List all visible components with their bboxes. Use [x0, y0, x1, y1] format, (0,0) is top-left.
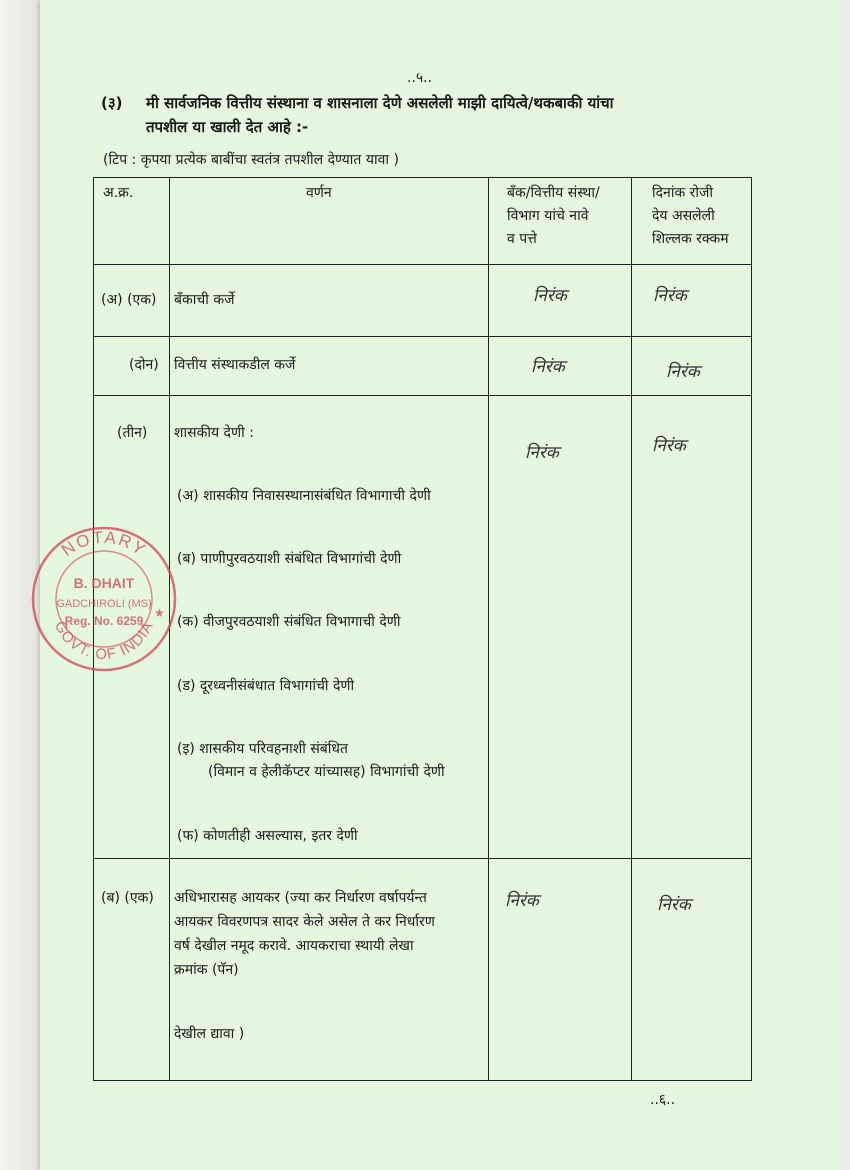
header-serial-label: अ.क्र. — [103, 185, 134, 201]
row1-serial: (अ) (एक) — [101, 292, 157, 308]
row3-subitem-f: (फ) कोणतीही असल्यास, इतर देणी — [177, 828, 358, 844]
row3-subitem-b: (ब) पाणीपुरवठयाशी संबंधित विभागांची देणी — [177, 551, 402, 567]
row2-amount-handwritten: निरंक — [666, 362, 700, 382]
header-bank-line1: बँक/वित्तीय संस्था/ — [507, 185, 600, 201]
row2-description: वित्तीय संस्थाकडील कर्जे — [174, 357, 296, 373]
row4-desc-line5: देखील द्यावा ) — [174, 1026, 245, 1042]
stamp-place: GADCHIROLI (MS) — [56, 598, 152, 610]
section-heading-line1: मी सार्वजनिक वित्तीय संस्थाना व शासनाला देणे असलेली माझी दायित्वे/थकबाकी यांचा — [146, 94, 614, 112]
section-number: (३) — [101, 94, 123, 112]
row1-description: बँकाची कर्जे — [174, 292, 235, 308]
page-number: ..५.. — [407, 70, 433, 86]
row4-bank-handwritten: निरंक — [505, 891, 539, 911]
row4-desc-line2: आयकर विवरणपत्र सादर केले असेल ते कर निर्धारण — [174, 914, 435, 930]
row1-amount-handwritten: निरंक — [653, 286, 687, 306]
row3-subitem-a: (अ) शासकीय निवासस्थानासंबंधित विभागाची देणी — [177, 488, 431, 504]
stamp-reg: Reg. No. 6259 — [64, 614, 144, 628]
notary-stamp — [30, 525, 178, 673]
header-bank-line2: विभाग यांचे नावे — [507, 208, 589, 224]
row3-subitem-e-cont: (विमान व हेलीकॅप्टर यांच्यासह) विभागांची देणी — [208, 764, 445, 780]
stamp-name: B. DHAIT — [73, 575, 135, 591]
row3-subitem-c: (क) वीजपुरवठयाशी संबंधित विभागाची देणी — [177, 614, 401, 630]
note-text: (टिप : कृपया प्रत्येक बाबींचा स्वतंत्र तपशील देण्यात यावा ) — [103, 152, 399, 168]
header-bank-line3: व पत्ते — [507, 231, 537, 247]
row3-description: शासकीय देणी : — [174, 425, 254, 441]
stamp-star-icon: ★ — [154, 606, 165, 620]
row4-serial: (ब) (एक) — [101, 890, 154, 906]
stamp-top-text: NOTARY — [58, 527, 151, 561]
stamp-bottom-text: GOVT. OF INDIA — [50, 618, 157, 664]
header-description-label: वर्णन — [306, 185, 332, 201]
row4-amount-handwritten: निरंक — [657, 895, 691, 915]
header-amount-line2: देय असलेली — [652, 208, 715, 224]
row4-desc-line1: अधिभारासह आयकर (ज्या कर निर्धारण वर्षापर्यन्त — [174, 890, 427, 906]
row3-subitem-d: (ड) दूरध्वनीसंबंधात विभागांची देणी — [177, 678, 355, 694]
row3-bank-handwritten: निरंक — [525, 443, 559, 463]
row2-serial: (दोन) — [129, 357, 159, 373]
row3-serial: (तीन) — [117, 425, 148, 441]
header-amount-line1: दिनांक रोजी — [652, 185, 714, 201]
row3-amount-handwritten: निरंक — [652, 436, 686, 456]
header-amount-line3: शिल्लक रक्कम — [652, 231, 729, 247]
row3-subitem-e: (इ) शासकीय परिवहनाशी संबंधित — [177, 741, 348, 757]
row2-bank-handwritten: निरंक — [531, 357, 565, 377]
next-page-number: ..६.. — [650, 1092, 676, 1108]
row1-bank-handwritten: निरंक — [533, 286, 567, 306]
row4-desc-line3: वर्ष देखील नमूद करावे. आयकराचा स्थायी लेखा — [174, 938, 414, 954]
section-heading-line2: तपशील या खाली देत आहे :- — [146, 118, 309, 136]
svg-text:NOTARY — [58, 528, 150, 560]
row4-desc-line4: क्रमांक (पॅन) — [174, 962, 239, 978]
